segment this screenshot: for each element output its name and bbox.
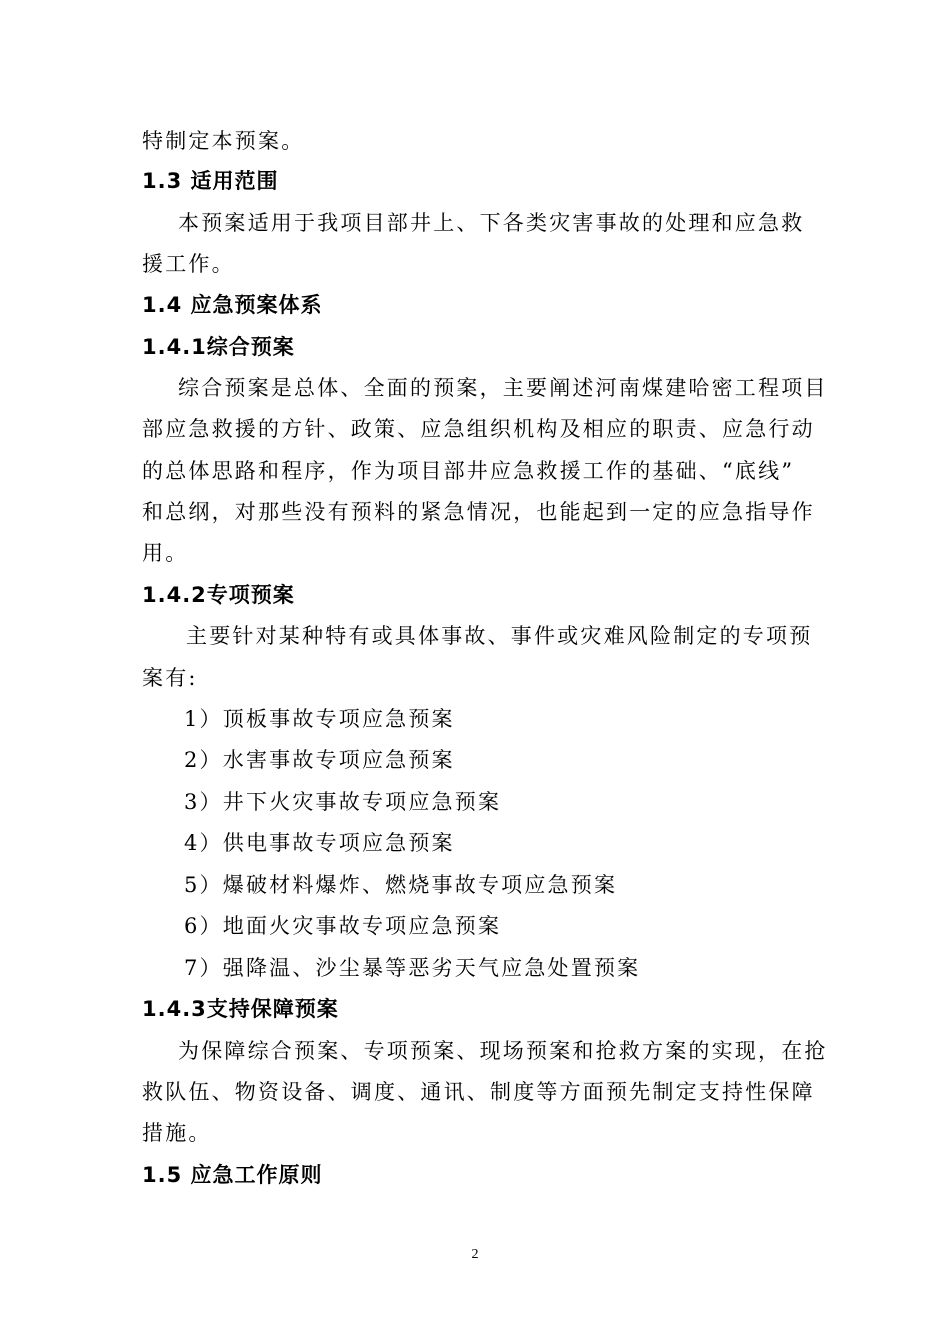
list-item: 7）强降温、沙尘暴等恶劣天气应急处置预案 [184,956,641,980]
list-item: 6）地面火灾事故专项应急预案 [184,914,502,938]
list-item: 1）顶板事故专项应急预案 [184,707,455,731]
paragraph-line: 案有: [142,666,198,690]
paragraph-line: 的总体思路和程序，作为项目部井应急救援工作的基础、“底线” [142,459,795,483]
paragraph-line: 和总纲，对那些没有预料的紧急情况，也能起到一定的应急指导作 [142,500,815,524]
section-heading-1-4-3: 1.4.3支持保障预案 [142,997,339,1021]
list-item: 3）井下火灾事故专项应急预案 [184,790,502,814]
page-number: 2 [471,1247,479,1262]
intro-text: 特制定本预案。 [142,129,305,153]
paragraph-line: 用。 [142,541,189,565]
paragraph-line: 援工作。 [142,252,235,276]
paragraph-line: 为保障综合预案、专项预案、现场预案和抢救方案的实现，在抢 [178,1039,828,1063]
list-item: 2）水害事故专项应急预案 [184,748,455,772]
paragraph-line: 主要针对某种特有或具体事故、事件或灾难风险制定的专项预 [186,624,813,648]
section-heading-1-4-2: 1.4.2专项预案 [142,583,295,607]
list-item: 4）供电事故专项应急预案 [184,831,455,855]
section-heading-1-3: 1.3 适用范围 [142,169,279,193]
section-heading-1-4-1: 1.4.1综合预案 [142,335,295,359]
section-heading-1-4: 1.4 应急预案体系 [142,293,323,317]
list-item: 5）爆破材料爆炸、燃烧事故专项应急预案 [184,873,618,897]
paragraph-line: 措施。 [142,1121,212,1145]
paragraph-line: 救队伍、物资设备、调度、通讯、制度等方面预先制定支持性保障 [142,1080,815,1104]
paragraph-line: 本预案适用于我项目部井上、下各类灾害事故的处理和应急救 [178,211,805,235]
paragraph-line: 综合预案是总体、全面的预案，主要阐述河南煤建哈密工程项目 [178,376,828,400]
section-heading-1-5: 1.5 应急工作原则 [142,1163,323,1187]
paragraph-line: 部应急救援的方针、政策、应急组织机构及相应的职责、应急行动 [142,417,815,441]
